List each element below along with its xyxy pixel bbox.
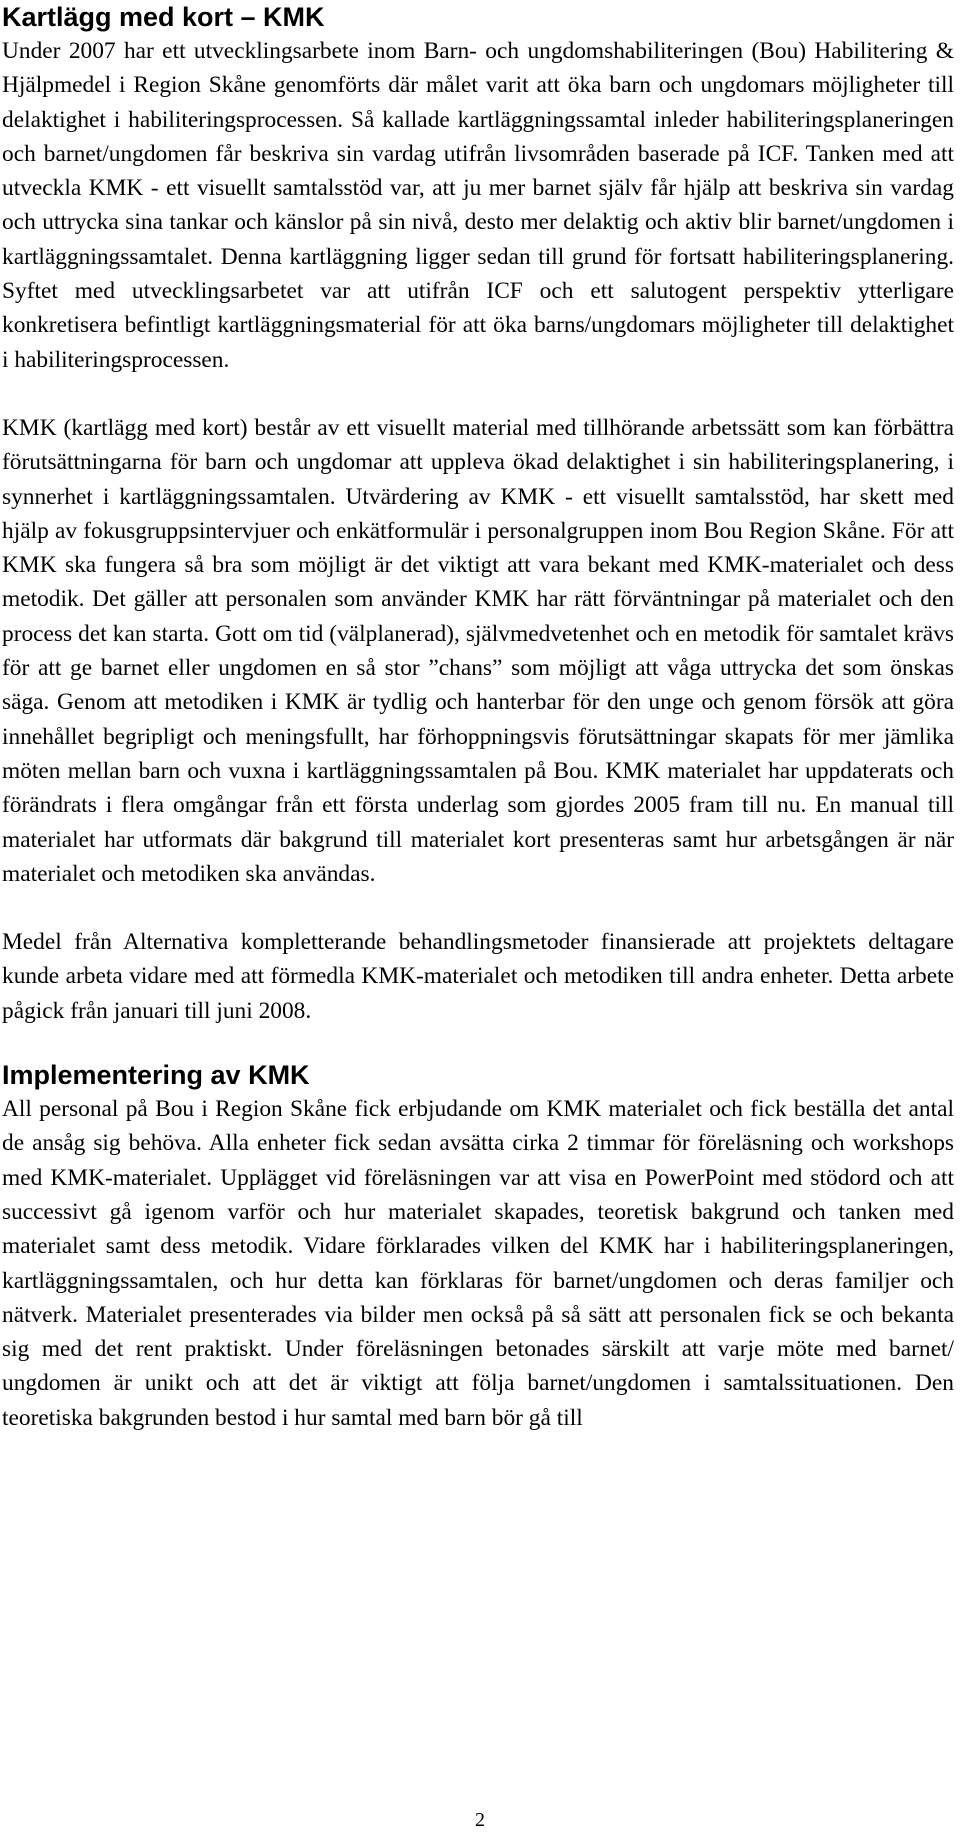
paragraph-gap — [2, 377, 954, 411]
page-number: 2 — [475, 1809, 485, 1831]
section-heading-implementation: Implementering av KMK — [2, 1060, 310, 1091]
paragraph-gap — [2, 891, 954, 925]
paragraph-implementation: All personal på Bou i Region Skåne fick erbjudande om KMK materialet och fick beställa det antal de ansåg sig behöva. Alla enheter fick sedan avsätta cirka 2 timmar för föreläsning och workshops med KMK-materialet. Upplägget vid föreläsningen var att visa en PowerPoint med stödord och att successivt gå igenom varför och hur materialet skapades, teoretisk bakgrund och tanken med materialet samt dess metodik. Vidare förklarades vilken del KMK har i habiliteringsplaneringen, kartläggningssamtalen, och hur detta kan förklaras för barnet/ungdomen och deras familjer och nätverk. Materialet presenterades via bilder men också på så sätt att personalen fick se och bekanta sig med det rent praktiskt. Under föreläsningen betonades särskilt att varje möte med barnet/ ungdomen är unikt och att det är viktigt att följa barnet/ungdomen i samtalssituationen. Den teoretiska bakgrunden bestod i hur samtal med barn bör gå till — [2, 1096, 954, 1431]
section-heading-kmk: Kartlägg med kort – KMK — [2, 2, 325, 32]
paragraph-funding: Medel från Alternativa kompletterande behandlingsmetoder finansierade att projektets deltagare kunde arbeta vidare med att förmedla KMK-materialet och metodiken till andra enheter. Detta arbete pågick från januari till juni 2008. — [2, 929, 954, 1024]
paragraph-intro: Under 2007 har ett utvecklingsarbete inom Barn- och ungdomshabiliteringen (Bou) Habilitering & Hjälpmedel i Region Skåne genomförts där målet varit att öka barn och ungdomars möjligheter till delaktighet i habiliteringsprocessen. Så kallade kartläggningssamtal inleder habiliteringsplaneringen och barnet/ungdomen får beskriva sin vardag utifrån livsområden baserade på ICF. Tanken med att utveckla KMK - ett visuellt samtalsstöd var, att ju mer barnet själv får hjälp att beskriva sin vardag och uttrycka sina tankar och känslor på sin nivå, desto mer delaktig och aktiv blir barnet/ungdomen i kartläggningssamtalet. Denna kartläggning ligger sedan till grund för fortsatt habiliteringsplanering. Syftet med utvecklingsarbetet var att utifrån ICF och ett salutogent perspektiv ytterligare konkretisera befintligt kartläggningsmaterial för att öka barns/ungdomars möjligheter till delaktighet i habiliteringsprocessen. — [2, 38, 954, 373]
paragraph-kmk-description: KMK (kartlägg med kort) består av ett visuellt material med tillhörande arbetssätt som kan förbättra förutsättningarna för barn och ungdomar att uppleva ökad delaktighet i sin habiliteringsplanering, i synnerhet i kartläggningssamtalen. Utvärdering av KMK - ett visuellt samtalsstöd, har skett med hjälp av fokusgruppsintervjuer och enkätformulär i personalgruppen inom Bou Region Skåne. För att KMK ska fungera så bra som möjligt är det viktigt att vara bekant med KMK-materialet och dess metodik. Det gäller att personalen som använder KMK har rätt förväntningar på materialet och den process det kan starta. Gott om tid (välplanerad), självmedvetenhet och en metodik för samtalet krävs för att ge barnet eller ungdomen en så stor ”chans” som möjligt att våga uttrycka det som önskas säga. Genom att metodiken i KMK är tydlig och hanterbar för den unge och genom försök att göra innehållet begripligt och meningsfullt, har förhoppningsvis förutsättningar skapats för mer jämlika möten mellan barn och vuxna i kartläggningssamtalen på Bou. KMK materialet har uppdaterats och förändrats i flera omgångar från ett första underlag som gjordes 2005 fram till nu. En manual till materialet har utformats där bakgrund till materialet kort presenteras samt hur arbetsgången är när materialet och metodiken ska användas. — [2, 414, 954, 887]
document-page — [2, 0, 954, 1435]
